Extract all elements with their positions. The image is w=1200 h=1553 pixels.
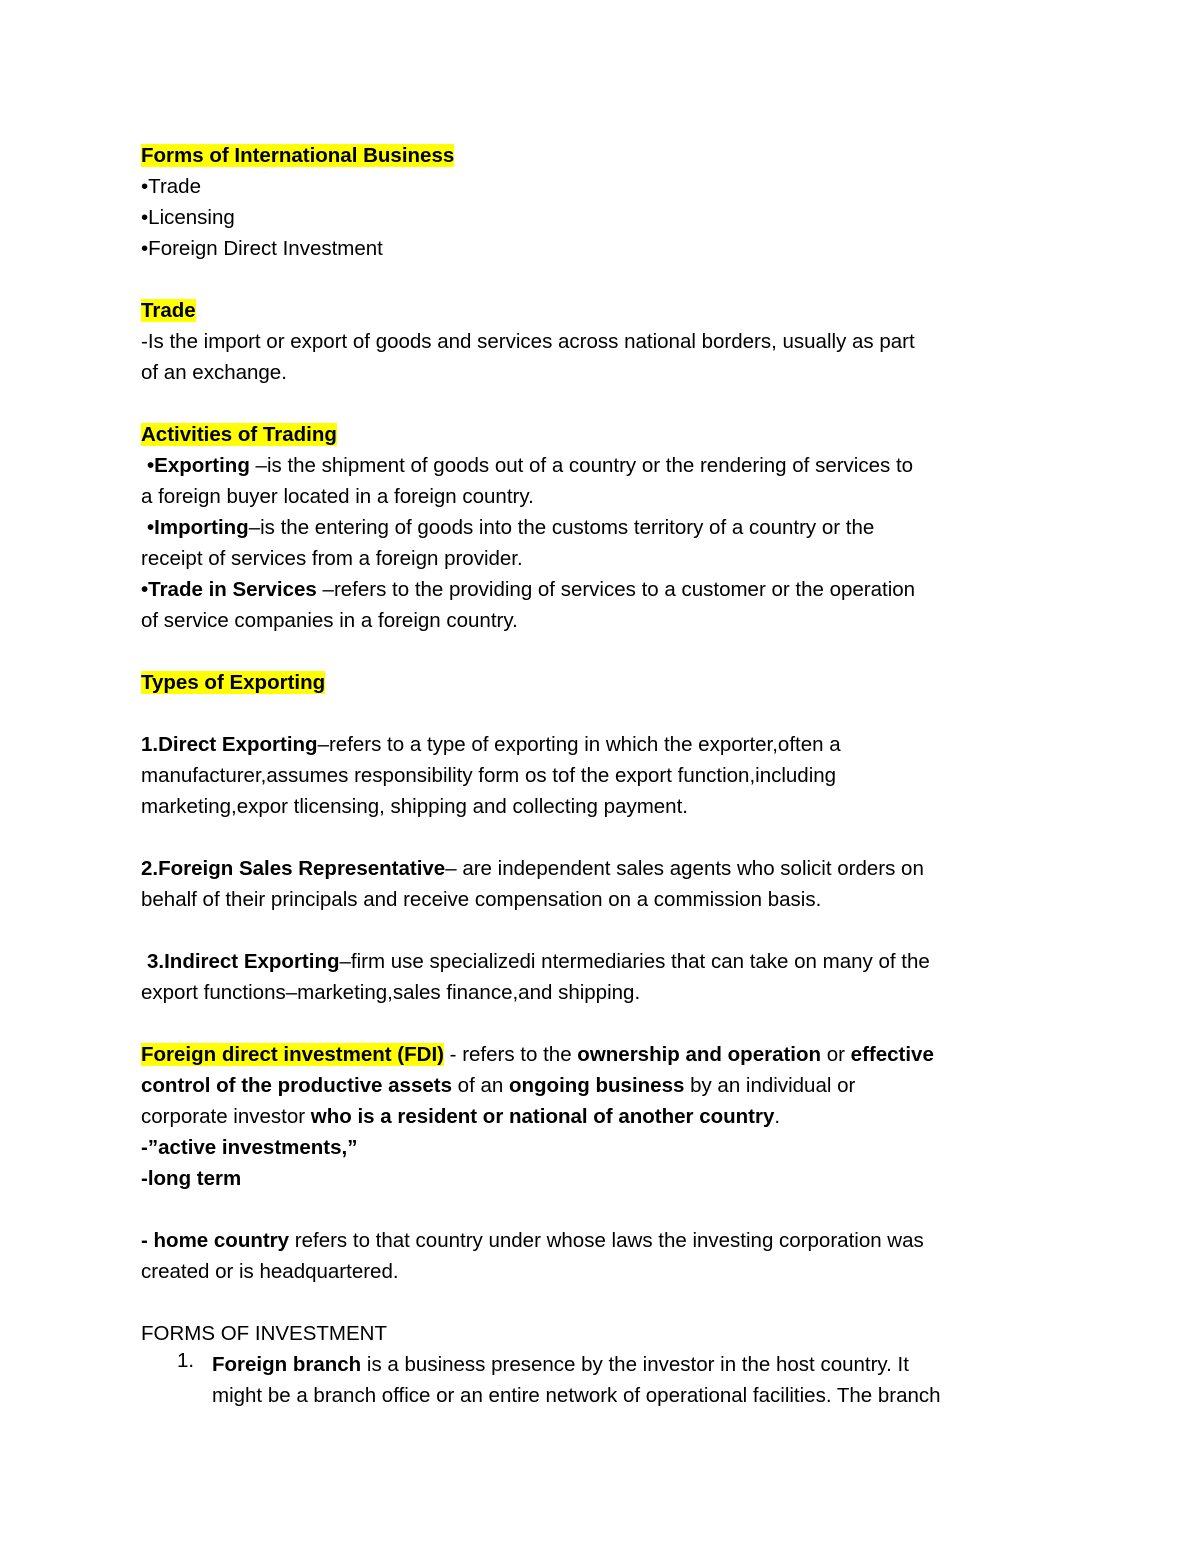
forms-item-licensing: •Licensing [141, 206, 235, 229]
heading-fdi: Foreign direct investment (FDI) [141, 1043, 444, 1066]
services-line2: of service companies in a foreign country. [141, 609, 518, 632]
document-body [141, 140, 1061, 1411]
forms-item-fdi: •Foreign Direct Investment [141, 237, 383, 260]
importing-line1 [141, 512, 1061, 543]
trade-def-line2: of an exchange. [141, 361, 287, 384]
importing-text: –is the entering of goods into the customs territory of a country or the [248, 516, 875, 539]
importing-term: •Importing [147, 516, 249, 539]
indirect-exporting-term: 3.Indirect Exporting [147, 950, 340, 973]
fdi-l1-b: ownership and operation [577, 1043, 822, 1066]
importing-line2: receipt of services from a foreign provider. [141, 547, 523, 570]
direct-exporting-line3: marketing,expor tlicensing, shipping and collecting payment. [141, 795, 688, 818]
home-country-text: refers to that country under whose laws the investing corporation was [289, 1229, 924, 1252]
fdi-l2-c: ongoing business [508, 1074, 685, 1097]
heading-types-exporting-text: Types of Exporting [141, 671, 326, 694]
heading-trade-text: Trade [141, 299, 196, 322]
fdi-active-investments [141, 1132, 1061, 1163]
indirect-exporting-line1 [141, 946, 1061, 977]
fdi-l1-d: effective [850, 1043, 934, 1066]
fdi-long-term [141, 1163, 1061, 1194]
indirect-exporting-line2: export functions–marketing,sales finance,and shipping. [141, 981, 641, 1004]
fdi-active-text: -”active investments,” [141, 1136, 358, 1159]
foreign-sales-term: 2.Foreign Sales Representative [141, 857, 446, 880]
indirect-exporting-text: –firm use specializedi ntermediaries that can take on many of the [339, 950, 930, 973]
direct-exporting-line1 [141, 729, 1061, 760]
forms-item-trade: •Trade [141, 175, 201, 198]
heading-forms [141, 140, 1061, 171]
services-text: –refers to the providing of services to a customer or the operation [316, 578, 916, 601]
fdi-l2-a: control of the productive assets [141, 1074, 452, 1097]
fdi-line2 [141, 1070, 1061, 1101]
fdi-l1-a: - refers to the [443, 1043, 578, 1066]
trade-def-line1: -Is the import or export of goods and services across national borders, usually as part [141, 330, 915, 353]
foreign-sales-line1 [141, 853, 1061, 884]
foreign-sales-text: – are independent sales agents who solicit orders on [445, 857, 924, 880]
list-number: 1. [177, 1349, 195, 1372]
foreign-branch-line2: might be a branch office or an entire network of operational facilities. The branch [212, 1384, 941, 1407]
foreign-branch-text: is a business presence by the investor in the host country. It [361, 1353, 909, 1376]
home-country-term: - home country [141, 1229, 290, 1252]
heading-activities-text: Activities of Trading [141, 423, 337, 446]
direct-exporting-line2: manufacturer,assumes responsibility form os tof the export function,including [141, 764, 837, 787]
services-term: •Trade in Services [141, 578, 317, 601]
fdi-l3-b: who is a resident or national of another country [310, 1105, 775, 1128]
exporting-text: –is the shipment of goods out of a country or the rendering of services to [249, 454, 914, 477]
foreign-branch-line1 [212, 1349, 1061, 1380]
fdi-l2-d: by an individual or [684, 1074, 856, 1097]
list-item-foreign-branch [141, 1349, 1061, 1411]
fdi-l1-c: or [821, 1043, 851, 1066]
exporting-term: •Exporting [147, 454, 250, 477]
exporting-line2: a foreign buyer located in a foreign country. [141, 485, 534, 508]
foreign-branch-term: Foreign branch [212, 1353, 362, 1376]
direct-exporting-term: 1.Direct Exporting [141, 733, 318, 756]
heading-types-exporting [141, 667, 1061, 698]
foreign-sales-line2: behalf of their principals and receive compensation on a commission basis. [141, 888, 822, 911]
fdi-l3-c: . [774, 1105, 781, 1128]
home-country-line2: created or is headquartered. [141, 1260, 399, 1283]
heading-forms-text: Forms of International Business [141, 144, 455, 167]
heading-forms-investment: FORMS OF INVESTMENT [141, 1322, 387, 1345]
fdi-l3-a: corporate investor [141, 1105, 311, 1128]
fdi-line3 [141, 1101, 1061, 1132]
fdi-line1 [141, 1039, 1061, 1070]
fdi-long-term-text: -long term [141, 1167, 242, 1190]
direct-exporting-text: –refers to a type of exporting in which the exporter,often a [317, 733, 841, 756]
fdi-l2-b: of an [451, 1074, 509, 1097]
heading-activities [141, 419, 1061, 450]
services-line1 [141, 574, 1061, 605]
home-country-line1 [141, 1225, 1061, 1256]
exporting-line1 [141, 450, 1061, 481]
heading-trade [141, 295, 1061, 326]
